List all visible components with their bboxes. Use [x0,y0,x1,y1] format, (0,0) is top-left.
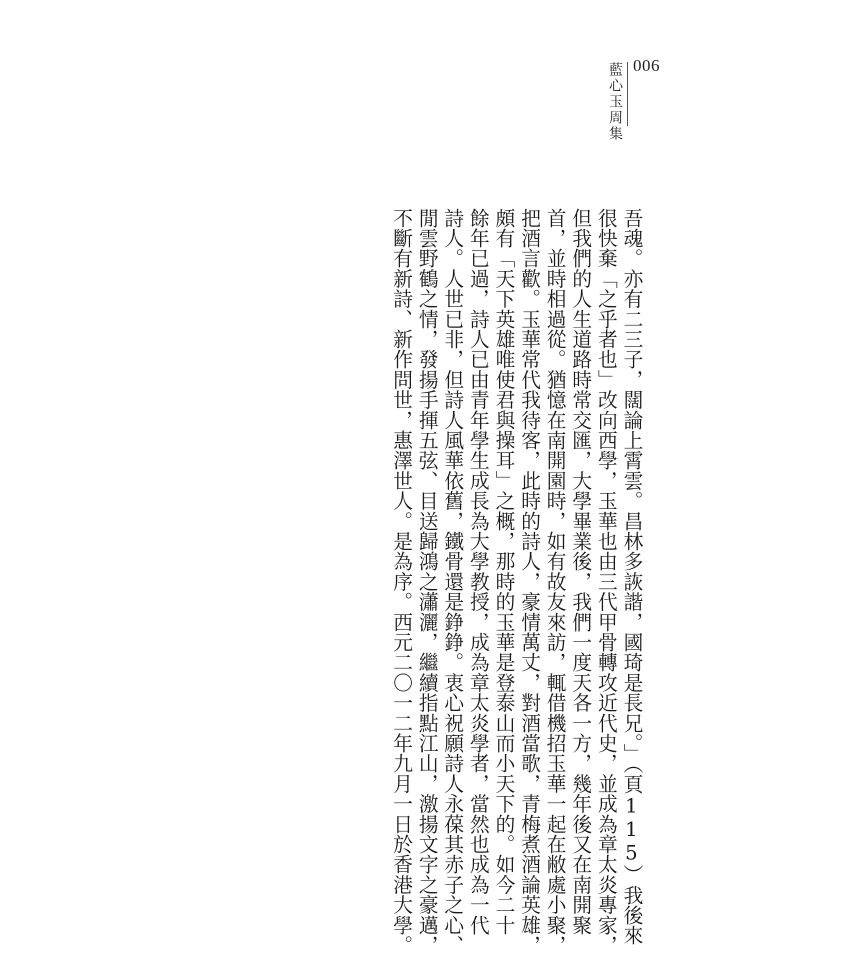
text-column: 首，並時相過從。猶憶在南開園時，如有故友來訪，輒借機招玉華一起在敝處小聚， [543,208,567,955]
text-column: 很快棄「之乎者也」改向西學，玉華也由三代甲骨轉攻近代史，並成為章太炎專家， [594,208,618,955]
text-column: 閒雲野鶴之情，發揚手揮五弦、目送歸鴻之瀟灑，繼續指點江山，激揚文字之豪邁， [415,208,439,955]
text-column: 詩人。人世已非，但詩人風華依舊，鐵骨還是錚錚。衷心祝願詩人永葆其赤子之心、 [440,208,464,955]
text-column: 頗有「天下英雄唯使君與操耳」之概，那時的玉華是登泰山而小天下的。如今二十 [491,208,515,936]
text-column: 餘年已過，詩人已由青年學生成長為大學教授，成為章太炎學者，當然也成為一代 [466,208,490,936]
text-column: 把酒言歡。玉華常代我待客，此時的詩人，豪情萬丈，對酒當歌，青梅煮酒論英雄， [517,208,541,955]
text-column: 吾魂。亦有二三子，闊論上霄雲。昌林多詼諧，國琦是長兄。」（頁115）我後來 [619,208,643,946]
header-rule [627,62,628,126]
preface-text [388,208,644,955]
page-number: 006 [633,56,660,75]
running-title: 藍心玉周集 [607,62,623,142]
text-column: 不斷有新詩、新作問世，惠澤世人。是為序。西元二〇一二年九月一日於香港大學。 [389,208,413,955]
text-column: 但我們的人生道路時常交匯，大學畢業後，我們一度天各一方，幾年後又在南開聚 [568,208,592,936]
